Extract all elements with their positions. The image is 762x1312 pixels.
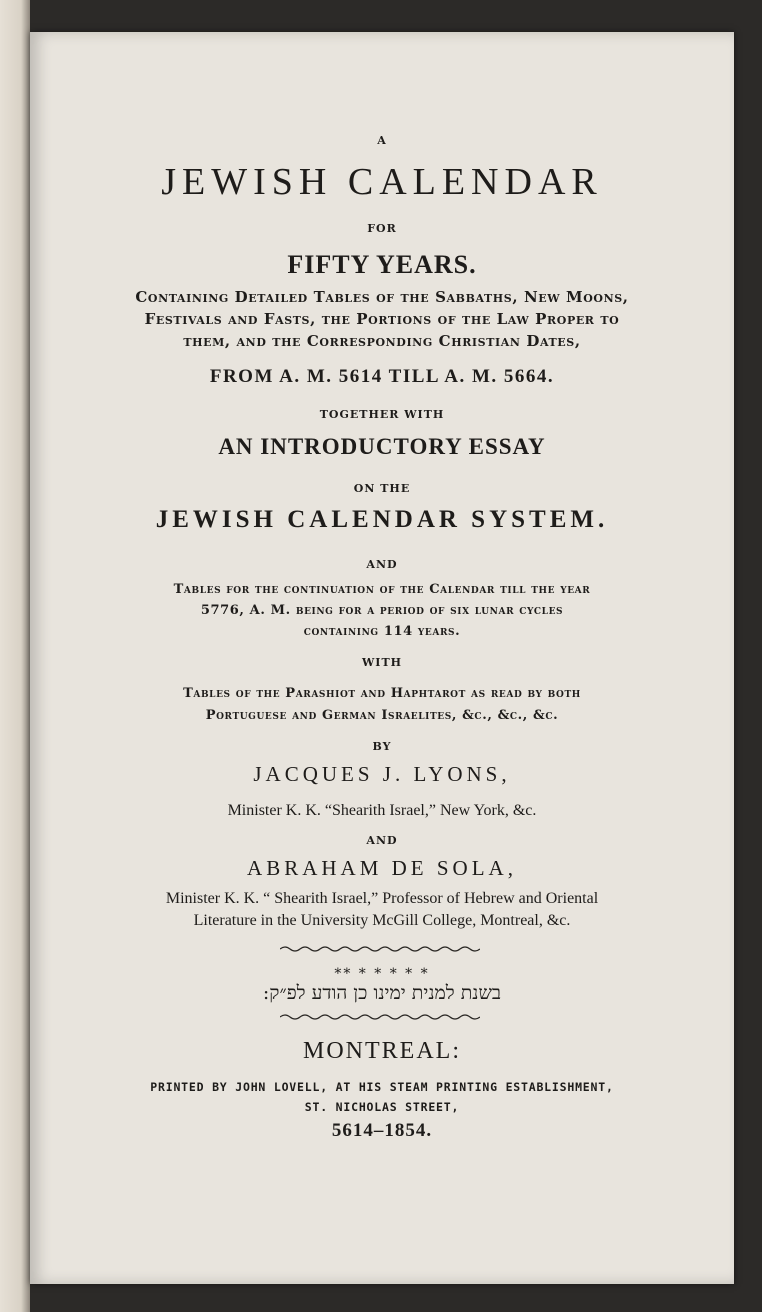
calendar-system: JEWISH CALENDAR SYSTEM.	[155, 506, 609, 533]
line-a: A	[377, 134, 387, 147]
introductory-essay: AN INTRODUCTORY ESSAY	[218, 434, 546, 459]
hebrew-chronogram: בשנת למנית ימינו כן הודע לפ״ק:	[262, 982, 502, 1004]
description-line-1: Containing Detailed Tables of the Sabbaths, New Moons,	[135, 288, 629, 306]
date-range: FROM A. M. 5614 TILL A. M. 5664.	[209, 366, 555, 387]
printer-line-1: PRINTED BY JOHN LOVELL, AT HIS STEAM PRINTING ESTABLISHMENT,	[150, 1080, 614, 1094]
publication-year: 5614–1854.	[331, 1120, 433, 1141]
author-2: ABRAHAM DE SOLA,	[247, 856, 517, 880]
wavy-rule-top	[280, 944, 480, 954]
author-1-title: Minister K. K. “Shearith Israel,” New York, &c.	[227, 802, 537, 819]
fifty-years: FIFTY YEARS.	[287, 250, 477, 279]
description-line-2: Festivals and Fasts, the Portions of the Law Proper to	[144, 310, 620, 328]
parashiot-line-1: Tables of the Parashiot and Haphtarot as read by both	[183, 686, 581, 701]
tables-line-2: 5776, A. M. being for a period of six lunar cycles	[200, 603, 564, 618]
author-2-title-line-1: Minister K. K. “ Shearith Israel,” Professor of Hebrew and Oriental	[165, 890, 599, 907]
parashiot-line-2: Portuguese and German Israelites, &c., &c., &c.	[205, 708, 559, 723]
by: BY	[372, 740, 392, 753]
and-2: AND	[366, 834, 398, 847]
author-2-title-line-2: Literature in the University McGill College, Montreal, &c.	[193, 912, 571, 929]
tables-line-1: Tables for the continuation of the Calendar till the year	[173, 582, 591, 597]
wavy-rule-bottom	[280, 1012, 480, 1022]
together-with: TOGETHER WITH	[319, 408, 445, 421]
and-1: AND	[366, 558, 398, 571]
author-1: JACQUES J. LYONS,	[253, 762, 511, 786]
on-the: ON THE	[353, 482, 411, 495]
title-page	[30, 32, 734, 1284]
hebrew-stars: ** * * * * *	[334, 966, 430, 982]
line-for: FOR	[367, 222, 397, 235]
facing-page-edge	[0, 0, 30, 1312]
main-title: JEWISH CALENDAR	[161, 161, 603, 203]
tables-line-3: containing 114 years.	[303, 624, 461, 639]
description-line-3: them, and the Corresponding Christian Dates,	[183, 332, 581, 350]
with: WITH	[361, 656, 403, 669]
place-of-publication: MONTREAL:	[303, 1038, 461, 1064]
printer-line-2: ST. NICHOLAS STREET,	[304, 1100, 460, 1114]
